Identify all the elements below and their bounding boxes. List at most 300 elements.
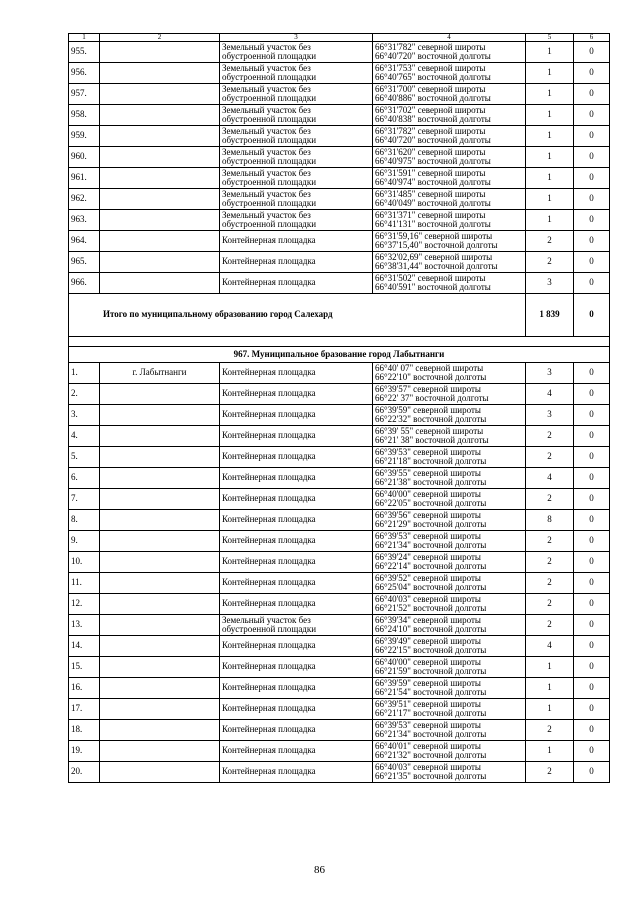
row-place xyxy=(100,168,220,189)
row-volume: 0 xyxy=(574,426,610,447)
row-place xyxy=(100,573,220,594)
row-coordinates xyxy=(373,678,526,699)
row-number: 14. xyxy=(69,636,100,657)
row-volume: 0 xyxy=(574,573,610,594)
table-row xyxy=(69,573,610,594)
row-coordinates xyxy=(373,384,526,405)
row-volume: 0 xyxy=(574,384,610,405)
row-object-type-line: Контейнерная площадка xyxy=(222,472,316,483)
row-coordinates xyxy=(373,657,526,678)
row-volume: 0 xyxy=(574,762,610,783)
row-coordinates-line: 66°31'371" северной широты xyxy=(375,209,486,220)
row-coordinates-line: 66°21'38" восточной долготы xyxy=(375,477,487,487)
row-number: 959. xyxy=(69,126,100,147)
row-place xyxy=(100,552,220,573)
table-row xyxy=(69,84,610,105)
row-place xyxy=(100,741,220,762)
table-row xyxy=(69,657,610,678)
table-row xyxy=(69,741,610,762)
row-object-type-line: Контейнерная площадка xyxy=(222,745,316,756)
row-coordinates-line: 66°39'56" северной широты xyxy=(375,509,481,520)
row-coordinates-line: 66°39'52" северной широты xyxy=(375,572,481,583)
row-volume: 0 xyxy=(574,168,610,189)
row-coordinates xyxy=(373,252,526,273)
table-row xyxy=(69,126,610,147)
table-row xyxy=(69,384,610,405)
total-label: Итого по муниципальному образованию город Салехард xyxy=(69,294,526,337)
table-row xyxy=(69,468,610,489)
row-quantity: 1 xyxy=(526,84,574,105)
row-object-type-line: обустроенной площадки xyxy=(222,72,317,82)
row-place xyxy=(100,489,220,510)
row-number: 7. xyxy=(69,489,100,510)
row-number: 961. xyxy=(69,168,100,189)
section-title: 967. Муниципальное бразование город Лабытнанги xyxy=(69,347,610,363)
row-coordinates-line: 66°39' 55" северной широты xyxy=(375,425,484,436)
row-coordinates-line: 66°39'24" северной широты xyxy=(375,551,481,562)
row-coordinates-line: 66°21'17" восточной долготы xyxy=(375,708,487,718)
row-quantity: 4 xyxy=(526,636,574,657)
row-object-type xyxy=(220,384,373,405)
row-object-type-line: обустроенной площадки xyxy=(222,624,317,634)
row-coordinates-line: 66°22'14" восточной долготы xyxy=(375,561,487,571)
row-coordinates xyxy=(373,363,526,384)
row-coordinates-line: 66°40'720" восточной долготы xyxy=(375,51,491,61)
row-coordinates-line: 66°39'59" северной широты xyxy=(375,404,481,415)
header-col-6: 6 xyxy=(574,34,610,42)
row-coordinates xyxy=(373,531,526,552)
section-header-row xyxy=(69,347,610,363)
table-row xyxy=(69,720,610,741)
row-object-type-line: Контейнерная площадка xyxy=(222,451,316,462)
row-coordinates xyxy=(373,63,526,84)
row-object-type-line: Контейнерная площадка xyxy=(222,256,316,267)
row-coordinates-line: 66°40'01" северной широты xyxy=(375,740,481,751)
row-place xyxy=(100,699,220,720)
row-coordinates-line: 66°40'765" восточной долготы xyxy=(375,72,491,82)
row-coordinates xyxy=(373,189,526,210)
row-place xyxy=(100,126,220,147)
row-number: 956. xyxy=(69,63,100,84)
row-volume: 0 xyxy=(574,468,610,489)
row-coordinates xyxy=(373,231,526,252)
row-quantity: 2 xyxy=(526,762,574,783)
row-coordinates-line: 66°21'32" восточной долготы xyxy=(375,750,487,760)
row-place xyxy=(100,147,220,168)
row-object-type-line: Контейнерная площадка xyxy=(222,598,316,609)
row-coordinates xyxy=(373,426,526,447)
row-object-type-line: Контейнерная площадка xyxy=(222,640,316,651)
row-volume: 0 xyxy=(574,552,610,573)
row-coordinates xyxy=(373,573,526,594)
row-object-type xyxy=(220,126,373,147)
row-number: 1. xyxy=(69,363,100,384)
table-row xyxy=(69,210,610,231)
row-object-type-line: Контейнерная площадка xyxy=(222,514,316,525)
row-quantity: 1 xyxy=(526,741,574,762)
row-object-type xyxy=(220,252,373,273)
row-volume: 0 xyxy=(574,678,610,699)
row-object-type xyxy=(220,147,373,168)
row-volume: 0 xyxy=(574,405,610,426)
row-number: 963. xyxy=(69,210,100,231)
row-coordinates xyxy=(373,84,526,105)
row-object-type-line: обустроенной площадки xyxy=(222,198,317,208)
row-quantity: 2 xyxy=(526,252,574,273)
row-coordinates-line: 66°22'32" восточной долготы xyxy=(375,414,487,424)
row-coordinates-line: 66°21'18" восточной долготы xyxy=(375,456,487,466)
row-coordinates xyxy=(373,510,526,531)
row-coordinates-line: 66°31'753" северной широты xyxy=(375,62,486,73)
table-row xyxy=(69,405,610,426)
row-object-type xyxy=(220,615,373,636)
row-volume: 0 xyxy=(574,252,610,273)
row-object-type xyxy=(220,720,373,741)
row-volume: 0 xyxy=(574,189,610,210)
row-object-type-line: обустроенной площадки xyxy=(222,177,317,187)
row-object-type xyxy=(220,699,373,720)
row-quantity: 2 xyxy=(526,489,574,510)
row-coordinates xyxy=(373,273,526,294)
row-quantity: 3 xyxy=(526,273,574,294)
row-quantity: 2 xyxy=(526,447,574,468)
row-object-type-line: Земельный участок без xyxy=(222,146,311,157)
spacer-cell xyxy=(69,337,610,347)
table-row xyxy=(69,615,610,636)
table-row xyxy=(69,231,610,252)
row-volume: 0 xyxy=(574,657,610,678)
row-object-type-line: Земельный участок без xyxy=(222,188,311,199)
row-coordinates xyxy=(373,615,526,636)
row-number: 962. xyxy=(69,189,100,210)
row-number: 955. xyxy=(69,42,100,63)
row-coordinates-line: 66°21'34" восточной долготы xyxy=(375,729,487,739)
row-place xyxy=(100,105,220,126)
table-row xyxy=(69,636,610,657)
row-quantity: 1 xyxy=(526,63,574,84)
row-coordinates xyxy=(373,762,526,783)
row-number: 16. xyxy=(69,678,100,699)
row-volume: 0 xyxy=(574,615,610,636)
total-volume: 0 xyxy=(574,294,610,337)
registry-table-body xyxy=(69,34,610,783)
row-quantity: 2 xyxy=(526,573,574,594)
row-place xyxy=(100,426,220,447)
row-place xyxy=(100,384,220,405)
row-volume: 0 xyxy=(574,510,610,531)
row-coordinates-line: 66°22'05" восточной долготы xyxy=(375,498,487,508)
row-place xyxy=(100,594,220,615)
row-quantity: 1 xyxy=(526,42,574,63)
row-object-type xyxy=(220,447,373,468)
row-coordinates-line: 66°39'55" северной широты xyxy=(375,467,481,478)
row-coordinates xyxy=(373,447,526,468)
table-row xyxy=(69,363,610,384)
row-object-type-line: Контейнерная площадка xyxy=(222,577,316,588)
row-number: 6. xyxy=(69,468,100,489)
row-coordinates-line: 66°31'782" северной широты xyxy=(375,41,486,52)
row-object-type-line: Контейнерная площадка xyxy=(222,682,316,693)
row-coordinates-line: 66°40'975" восточной долготы xyxy=(375,156,491,166)
row-coordinates-line: 66°39'49" северной широты xyxy=(375,635,481,646)
row-coordinates-line: 66°21' 38" восточной долготы xyxy=(375,435,489,445)
row-number: 960. xyxy=(69,147,100,168)
row-object-type xyxy=(220,42,373,63)
row-object-type-line: Контейнерная площадка xyxy=(222,703,316,714)
row-object-type-line: Земельный участок без xyxy=(222,41,311,52)
table-row xyxy=(69,63,610,84)
row-object-type-line: Контейнерная площадка xyxy=(222,493,316,504)
row-object-type-line: Контейнерная площадка xyxy=(222,430,316,441)
row-volume: 0 xyxy=(574,489,610,510)
row-number: 17. xyxy=(69,699,100,720)
row-coordinates-line: 66°31'702" северной широты xyxy=(375,104,486,115)
row-object-type xyxy=(220,678,373,699)
header-col-1: 1 xyxy=(69,34,100,42)
row-number: 965. xyxy=(69,252,100,273)
row-object-type-line: Земельный участок без xyxy=(222,614,311,625)
row-object-type xyxy=(220,405,373,426)
row-quantity: 4 xyxy=(526,468,574,489)
row-object-type-line: Земельный участок без xyxy=(222,104,311,115)
row-object-type xyxy=(220,594,373,615)
table-row xyxy=(69,273,610,294)
row-object-type-line: Контейнерная площадка xyxy=(222,661,316,672)
row-object-type-line: Земельный участок без xyxy=(222,167,311,178)
row-object-type xyxy=(220,105,373,126)
row-coordinates-line: 66°31'620" северной широты xyxy=(375,146,486,157)
row-coordinates xyxy=(373,147,526,168)
row-object-type xyxy=(220,231,373,252)
row-number: 4. xyxy=(69,426,100,447)
row-volume: 0 xyxy=(574,126,610,147)
row-object-type-line: Контейнерная площадка xyxy=(222,388,316,399)
table-row xyxy=(69,552,610,573)
row-number: 3. xyxy=(69,405,100,426)
total-quantity: 1 839 xyxy=(526,294,574,337)
row-coordinates-line: 66°39'53" северной широты xyxy=(375,719,481,730)
row-place xyxy=(100,720,220,741)
row-volume: 0 xyxy=(574,447,610,468)
row-coordinates-line: 66°39'59" северной широты xyxy=(375,677,481,688)
row-quantity: 1 xyxy=(526,189,574,210)
row-object-type-line: Контейнерная площадка xyxy=(222,409,316,420)
row-object-type xyxy=(220,552,373,573)
row-volume: 0 xyxy=(574,699,610,720)
row-coordinates-line: 66°40'720" восточной долготы xyxy=(375,135,491,145)
row-quantity: 1 xyxy=(526,105,574,126)
row-volume: 0 xyxy=(574,231,610,252)
row-object-type xyxy=(220,426,373,447)
row-object-type-line: обустроенной площадки xyxy=(222,219,317,229)
row-object-type xyxy=(220,84,373,105)
row-quantity: 2 xyxy=(526,231,574,252)
row-object-type-line: Земельный участок без xyxy=(222,83,311,94)
row-object-type xyxy=(220,573,373,594)
row-coordinates-line: 66°39'34" северной широты xyxy=(375,614,481,625)
row-place xyxy=(100,252,220,273)
row-number: 15. xyxy=(69,657,100,678)
row-quantity: 3 xyxy=(526,405,574,426)
row-coordinates-line: 66°31'782" северной широты xyxy=(375,125,486,136)
row-quantity: 1 xyxy=(526,657,574,678)
row-object-type xyxy=(220,363,373,384)
row-object-type-line: Земельный участок без xyxy=(222,125,311,136)
row-object-type xyxy=(220,189,373,210)
row-place xyxy=(100,510,220,531)
row-place xyxy=(100,405,220,426)
table-row xyxy=(69,105,610,126)
row-volume: 0 xyxy=(574,636,610,657)
table-row xyxy=(69,699,610,720)
row-coordinates-line: 66°40'886" восточной долготы xyxy=(375,93,491,103)
row-volume: 0 xyxy=(574,363,610,384)
row-coordinates-line: 66°21'52" восточной долготы xyxy=(375,603,487,613)
row-quantity: 3 xyxy=(526,363,574,384)
row-number: 966. xyxy=(69,273,100,294)
row-coordinates-line: 66°40' 07" северной широты xyxy=(375,362,484,373)
row-number: 957. xyxy=(69,84,100,105)
row-coordinates-line: 66°21'54" восточной долготы xyxy=(375,687,487,697)
header-col-2: 2 xyxy=(100,34,220,42)
row-number: 19. xyxy=(69,741,100,762)
row-coordinates-line: 66°21'34" восточной долготы xyxy=(375,540,487,550)
row-number: 11. xyxy=(69,573,100,594)
row-object-type-line: Контейнерная площадка xyxy=(222,535,316,546)
table-row xyxy=(69,678,610,699)
row-object-type xyxy=(220,657,373,678)
row-number: 5. xyxy=(69,447,100,468)
row-object-type-line: обустроенной площадки xyxy=(222,135,317,145)
row-coordinates-line: 66°40'838" восточной долготы xyxy=(375,114,491,124)
total-row xyxy=(69,294,610,337)
row-coordinates-line: 66°21'59" восточной долготы xyxy=(375,666,487,676)
row-place xyxy=(100,84,220,105)
row-coordinates xyxy=(373,210,526,231)
row-quantity: 1 xyxy=(526,168,574,189)
row-coordinates-line: 66°22'10" восточной долготы xyxy=(375,372,487,382)
row-volume: 0 xyxy=(574,42,610,63)
row-volume: 0 xyxy=(574,147,610,168)
row-coordinates xyxy=(373,552,526,573)
row-object-type xyxy=(220,531,373,552)
row-quantity: 2 xyxy=(526,594,574,615)
row-object-type xyxy=(220,762,373,783)
row-coordinates xyxy=(373,594,526,615)
row-coordinates-line: 66°40'00" северной широты xyxy=(375,488,481,499)
row-object-type xyxy=(220,489,373,510)
row-number: 12. xyxy=(69,594,100,615)
row-volume: 0 xyxy=(574,105,610,126)
row-place xyxy=(100,762,220,783)
row-place xyxy=(100,468,220,489)
row-object-type-line: Контейнерная площадка xyxy=(222,235,316,246)
row-quantity: 2 xyxy=(526,531,574,552)
row-coordinates-line: 66°37'15,40" восточной долготы xyxy=(375,240,498,250)
row-coordinates-line: 66°24'10" восточной долготы xyxy=(375,624,487,634)
row-place xyxy=(100,63,220,84)
row-coordinates xyxy=(373,468,526,489)
row-coordinates-line: 66°38'31,44" восточной долготы xyxy=(375,261,498,271)
row-coordinates-line: 66°22'15" восточной долготы xyxy=(375,645,487,655)
table-row xyxy=(69,189,610,210)
row-volume: 0 xyxy=(574,594,610,615)
row-number: 18. xyxy=(69,720,100,741)
row-place xyxy=(100,210,220,231)
row-quantity: 2 xyxy=(526,552,574,573)
row-object-type-line: Контейнерная площадка xyxy=(222,277,316,288)
row-coordinates xyxy=(373,741,526,762)
row-quantity: 8 xyxy=(526,510,574,531)
page-number: 86 xyxy=(314,864,325,876)
row-place xyxy=(100,657,220,678)
table-row xyxy=(69,489,610,510)
row-quantity: 1 xyxy=(526,699,574,720)
row-coordinates-line: 66°40'974" восточной долготы xyxy=(375,177,491,187)
spacer-row xyxy=(69,337,610,347)
row-volume: 0 xyxy=(574,210,610,231)
row-volume: 0 xyxy=(574,84,610,105)
row-object-type xyxy=(220,468,373,489)
row-place: г. Лабытнанги xyxy=(100,363,220,384)
row-place xyxy=(100,678,220,699)
row-object-type-line: Контейнерная площадка xyxy=(222,367,316,378)
table-row xyxy=(69,531,610,552)
table-row xyxy=(69,510,610,531)
row-object-type xyxy=(220,510,373,531)
row-quantity: 1 xyxy=(526,210,574,231)
table-row xyxy=(69,42,610,63)
row-number: 10. xyxy=(69,552,100,573)
row-coordinates xyxy=(373,42,526,63)
row-object-type-line: обустроенной площадки xyxy=(222,93,317,103)
row-coordinates xyxy=(373,699,526,720)
row-coordinates xyxy=(373,168,526,189)
row-number: 13. xyxy=(69,615,100,636)
row-volume: 0 xyxy=(574,63,610,84)
row-object-type-line: Контейнерная площадка xyxy=(222,724,316,735)
table-row xyxy=(69,252,610,273)
table-row xyxy=(69,168,610,189)
row-quantity: 1 xyxy=(526,126,574,147)
row-coordinates-line: 66°40'591" восточной долготы xyxy=(375,282,491,292)
row-coordinates-line: 66°40'03" северной широты xyxy=(375,761,481,772)
row-coordinates xyxy=(373,720,526,741)
table-row xyxy=(69,147,610,168)
row-volume: 0 xyxy=(574,720,610,741)
row-volume: 0 xyxy=(574,531,610,552)
row-object-type-line: обустроенной площадки xyxy=(222,114,317,124)
row-number: 9. xyxy=(69,531,100,552)
row-coordinates-line: 66°32'02,69" северной широты xyxy=(375,251,493,262)
row-object-type-line: Контейнерная площадка xyxy=(222,556,316,567)
row-object-type-line: обустроенной площадки xyxy=(222,51,317,61)
row-quantity: 4 xyxy=(526,384,574,405)
row-place xyxy=(100,615,220,636)
row-number: 20. xyxy=(69,762,100,783)
row-coordinates-line: 66°41'131" восточной долготы xyxy=(375,219,491,229)
row-quantity: 2 xyxy=(526,615,574,636)
row-place xyxy=(100,531,220,552)
row-place xyxy=(100,189,220,210)
row-coordinates xyxy=(373,105,526,126)
row-object-type-line: Земельный участок без xyxy=(222,62,311,73)
row-object-type xyxy=(220,741,373,762)
row-place xyxy=(100,42,220,63)
row-coordinates-line: 66°39'53" северной широты xyxy=(375,446,481,457)
row-coordinates-line: 66°31'59,16" северной широты xyxy=(375,230,493,241)
row-coordinates-line: 66°40'03" северной широты xyxy=(375,593,481,604)
